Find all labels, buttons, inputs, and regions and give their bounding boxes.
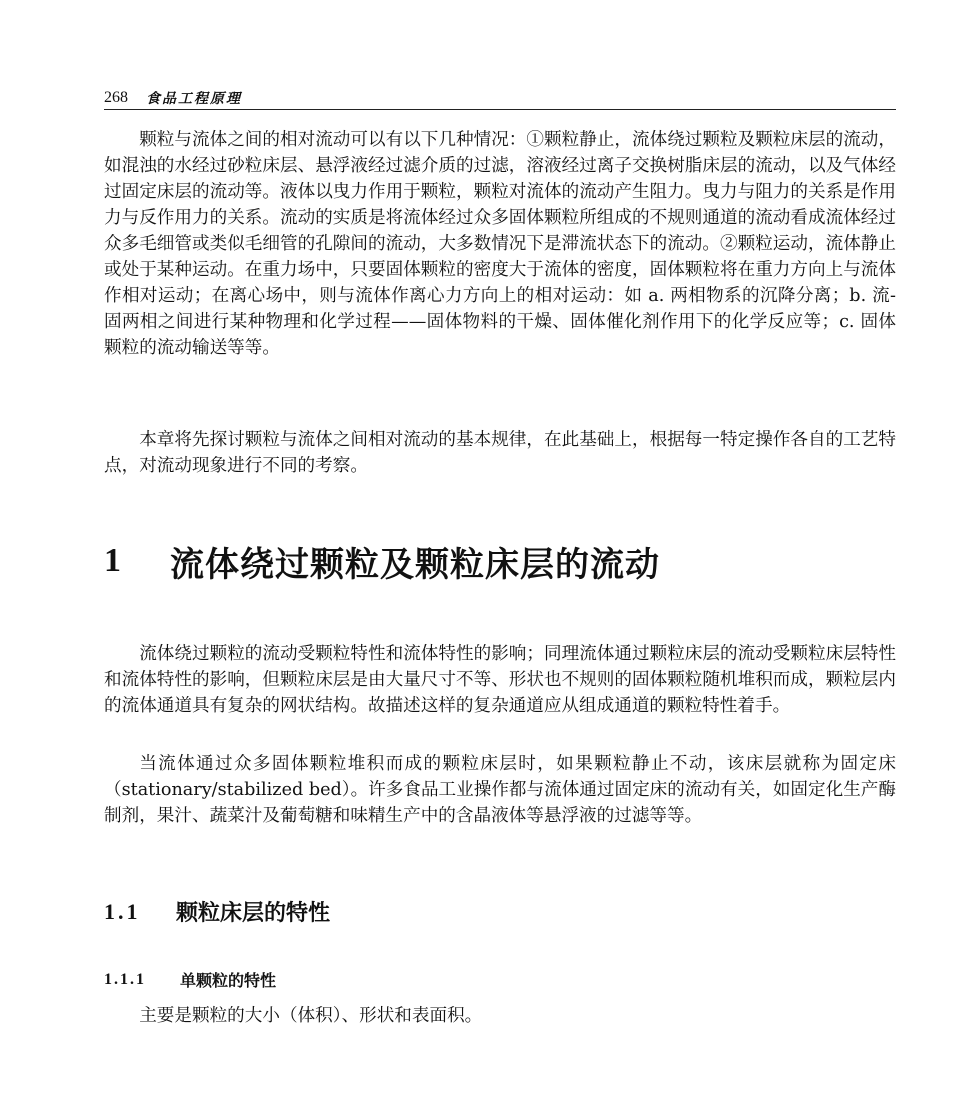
book-title: 食品工程原理 bbox=[146, 91, 242, 107]
chapter-title: 流体绕过颗粒及颗粒床层的流动 bbox=[170, 544, 660, 585]
page-number: 268 bbox=[104, 89, 128, 106]
section-heading bbox=[104, 896, 330, 927]
section-title: 颗粒床层的特性 bbox=[176, 901, 331, 926]
subsection-heading bbox=[104, 968, 276, 991]
subsection-title: 单颗粒的特性 bbox=[180, 971, 277, 990]
chapter-plan-paragraph: 本章将先探讨颗粒与流体之间相对流动的基本规律，在此基础上，根据每一特定操作各自的工艺特点，对流动现象进行不同的考察。 bbox=[104, 430, 896, 476]
chapter-number: 1 bbox=[104, 542, 122, 579]
subsection-number: 1.1.1 bbox=[104, 970, 146, 988]
section-paragraph-1: 流体绕过颗粒的流动受颗粒特性和流体特性的影响；同理流体通过颗粒床层的流动受颗粒床层特性和流体特性的影响，但颗粒床层是由大量尺寸不等、形状也不规则的固体颗粒随机堆积而成，颗粒层内的流体通道具有复杂的网状结构。故描述这样的复杂通道应从组成通道的颗粒特性着手。 bbox=[104, 644, 896, 716]
subsection-paragraph: 主要是颗粒的大小（体积）、形状和表面积。 bbox=[139, 1006, 483, 1026]
running-header bbox=[104, 82, 896, 110]
section-paragraph-2: 当流体通过众多固体颗粒堆积而成的颗粒床层时，如果颗粒静止不动，该床层就称为固定床（stationary/stabilized bed）。许多食品工业操作都与流体通过固定床的流动有关，如固定化生产酶制剂，果汁、蔬菜汁及葡萄糖和味精生产中的含晶液体等悬浮液的过滤等等。 bbox=[104, 754, 896, 826]
chapter-heading bbox=[104, 536, 896, 586]
intro-paragraph: 颗粒与流体之间的相对流动可以有以下几种情况：①颗粒静止，流体绕过颗粒及颗粒床层的流动，如混浊的水经过砂粒床层、悬浮液经过滤介质的过滤，溶液经过离子交换树脂床层的流动，以及气体经过固定床层的流动等。液体以曳力作用于颗粒，颗粒对流体的流动产生阻力。曳力与阻力的关系是作用力与反作用力的关系。流动的实质是将流体经过众多固体颗粒所组成的不规则通道的流动看成流体经过众多毛细管或类似毛细管的孔隙间的流动，大多数情况下是滞流状态下的流动。②颗粒运动，流体静止或处于某种运动。在重力场中，只要固体颗粒的密度大于流体的密度，固体颗粒将在重力方向上与流体作相对运动；在离心场中，则与流体作离心力方向上的相对运动：如 a. 两相物系的沉降分离；b. 流-固两相之间进行某种物理和化学过程——固体物料的干燥、固体催化剂作用下的化学反应等；c. 固体颗粒的流动输送等等。 bbox=[104, 130, 896, 358]
section-number: 1.1 bbox=[104, 898, 141, 924]
